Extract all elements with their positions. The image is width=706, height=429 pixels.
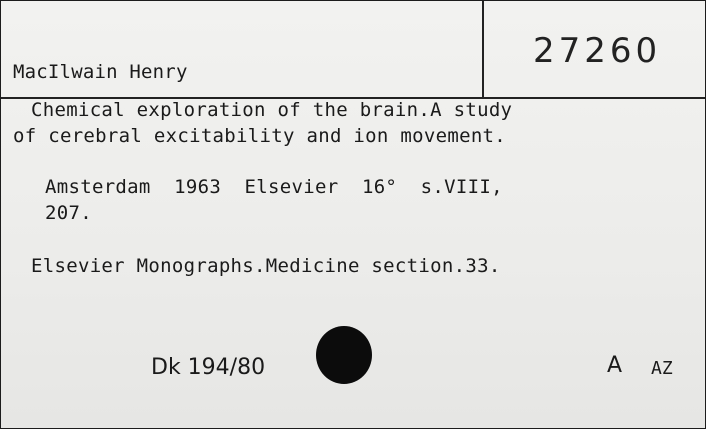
title-line-2: of cerebral excitability and ion movement.	[13, 125, 507, 147]
imprint-line-2: 207.	[45, 202, 92, 224]
location-mark: A	[607, 353, 623, 378]
header-column-divider	[482, 1, 484, 98]
call-number: 27260	[533, 31, 662, 71]
imprint-line-1: Amsterdam 1963 Elsevier 16° s.VIII,	[45, 176, 503, 198]
title-line-1: Chemical exploration of the brain.A study	[31, 99, 513, 121]
location-code: AZ	[651, 358, 673, 379]
author-name: MacIlwain Henry	[13, 61, 188, 83]
shelf-mark: Dk 194/80	[151, 355, 266, 380]
black-dot-marker	[316, 326, 372, 384]
series-statement: Elsevier Monographs.Medicine section.33.	[31, 255, 501, 277]
